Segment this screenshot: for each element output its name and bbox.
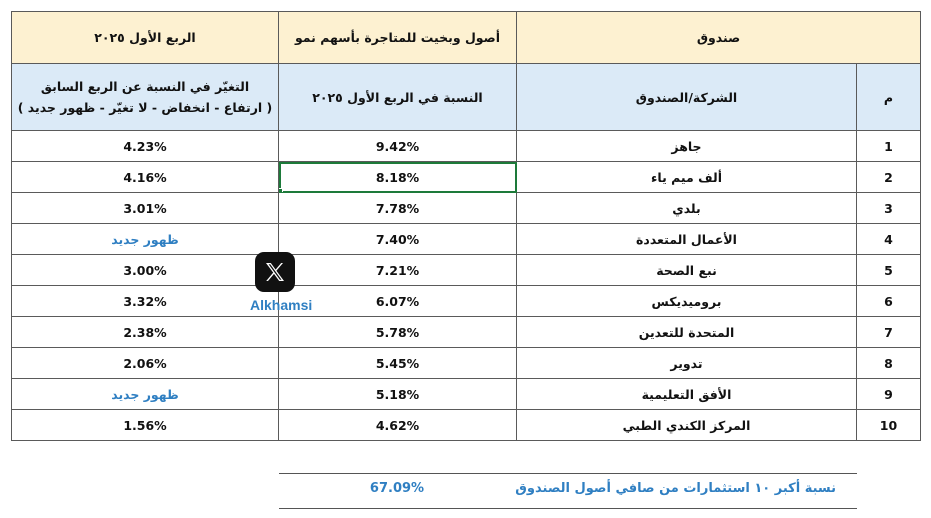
- ratio-cell[interactable]: 5.18%: [279, 379, 517, 410]
- change-cell[interactable]: 2.06%: [12, 348, 279, 379]
- company-cell[interactable]: بروميديكس: [517, 286, 857, 317]
- subheader-ratio[interactable]: النسبة في الربع الأول ٢٠٢٥: [279, 64, 517, 131]
- ratio-cell-text: 8.18%: [375, 169, 420, 185]
- table-row: [12, 348, 921, 379]
- company-cell[interactable]: الأعمال المتعددة: [517, 224, 857, 255]
- header-fund[interactable]: صندوق: [517, 12, 921, 64]
- ratio-cell[interactable]: 5.78%: [279, 317, 517, 348]
- company-cell[interactable]: تدوير: [517, 348, 857, 379]
- index-cell[interactable]: 10: [857, 410, 921, 441]
- table-row: [12, 162, 921, 193]
- subheader-change[interactable]: [12, 64, 279, 131]
- change-cell[interactable]: 3.00%: [12, 255, 279, 286]
- ratio-cell-selected[interactable]: [279, 162, 517, 193]
- index-cell[interactable]: 2: [857, 162, 921, 193]
- index-cell[interactable]: 4: [857, 224, 921, 255]
- table-row: [12, 131, 921, 162]
- subheader-company[interactable]: الشركة/الصندوق: [517, 64, 857, 131]
- header-row: [12, 12, 921, 64]
- table-row: [12, 224, 921, 255]
- company-cell[interactable]: ألف ميم ياء: [517, 162, 857, 193]
- change-cell[interactable]: 4.23%: [12, 131, 279, 162]
- ratio-cell[interactable]: 6.07%: [279, 286, 517, 317]
- table-row: [12, 317, 921, 348]
- summary-label[interactable]: نسبة أكبر ١٠ استثمارات من صافي أصول الصندوق: [515, 481, 836, 496]
- company-cell[interactable]: المتحدة للتعدين: [517, 317, 857, 348]
- ratio-cell[interactable]: 9.42%: [279, 131, 517, 162]
- subheader-change-line1: التغيّر في النسبة عن الربع السابق: [40, 79, 250, 94]
- table-row: [12, 255, 921, 286]
- company-cell[interactable]: الأفق التعليمية: [517, 379, 857, 410]
- company-cell[interactable]: بلدي: [517, 193, 857, 224]
- index-cell[interactable]: 5: [857, 255, 921, 286]
- summary-value[interactable]: 67.09%: [369, 481, 425, 496]
- subheader-change-line2: ( ارتفاع - انخفاض - لا تغيّر - ظهور جديد ): [17, 100, 273, 115]
- change-cell[interactable]: 4.16%: [12, 162, 279, 193]
- x-logo-glyph: [263, 260, 287, 284]
- index-cell[interactable]: 8: [857, 348, 921, 379]
- ratio-cell[interactable]: 7.78%: [279, 193, 517, 224]
- table-row: [12, 286, 921, 317]
- company-cell[interactable]: نبع الصحة: [517, 255, 857, 286]
- fill-handle[interactable]: [279, 188, 284, 193]
- index-cell[interactable]: 9: [857, 379, 921, 410]
- ratio-cell[interactable]: 5.45%: [279, 348, 517, 379]
- company-cell[interactable]: جاهز: [517, 131, 857, 162]
- index-cell[interactable]: 1: [857, 131, 921, 162]
- index-cell[interactable]: 6: [857, 286, 921, 317]
- company-cell[interactable]: المركز الكندي الطبي: [517, 410, 857, 441]
- index-cell[interactable]: 7: [857, 317, 921, 348]
- header-asset[interactable]: أصول وبخيت للمتاجرة بأسهم نمو: [279, 12, 517, 64]
- change-cell[interactable]: 1.56%: [12, 410, 279, 441]
- change-cell[interactable]: 3.32%: [12, 286, 279, 317]
- table-row: [12, 193, 921, 224]
- ratio-cell[interactable]: 7.40%: [279, 224, 517, 255]
- change-cell[interactable]: 3.01%: [12, 193, 279, 224]
- change-cell[interactable]: ظهور جديد: [12, 379, 279, 410]
- summary-bottom-rule: [279, 508, 857, 509]
- ratio-cell[interactable]: 7.21%: [279, 255, 517, 286]
- change-cell[interactable]: ظهور جديد: [12, 224, 279, 255]
- header-quarter[interactable]: الربع الأول ٢٠٢٥: [12, 12, 279, 64]
- x-logo-icon: [255, 252, 295, 292]
- index-cell[interactable]: 3: [857, 193, 921, 224]
- holdings-table: [11, 11, 921, 441]
- summary-top-rule: [279, 473, 857, 474]
- subheader-index[interactable]: م: [857, 64, 921, 131]
- ratio-cell[interactable]: 4.62%: [279, 410, 517, 441]
- table-row: [12, 379, 921, 410]
- change-cell[interactable]: 2.38%: [12, 317, 279, 348]
- subheader-row: [12, 64, 921, 131]
- table-row: [12, 410, 921, 441]
- watermark-text: Alkhamsi: [250, 297, 313, 313]
